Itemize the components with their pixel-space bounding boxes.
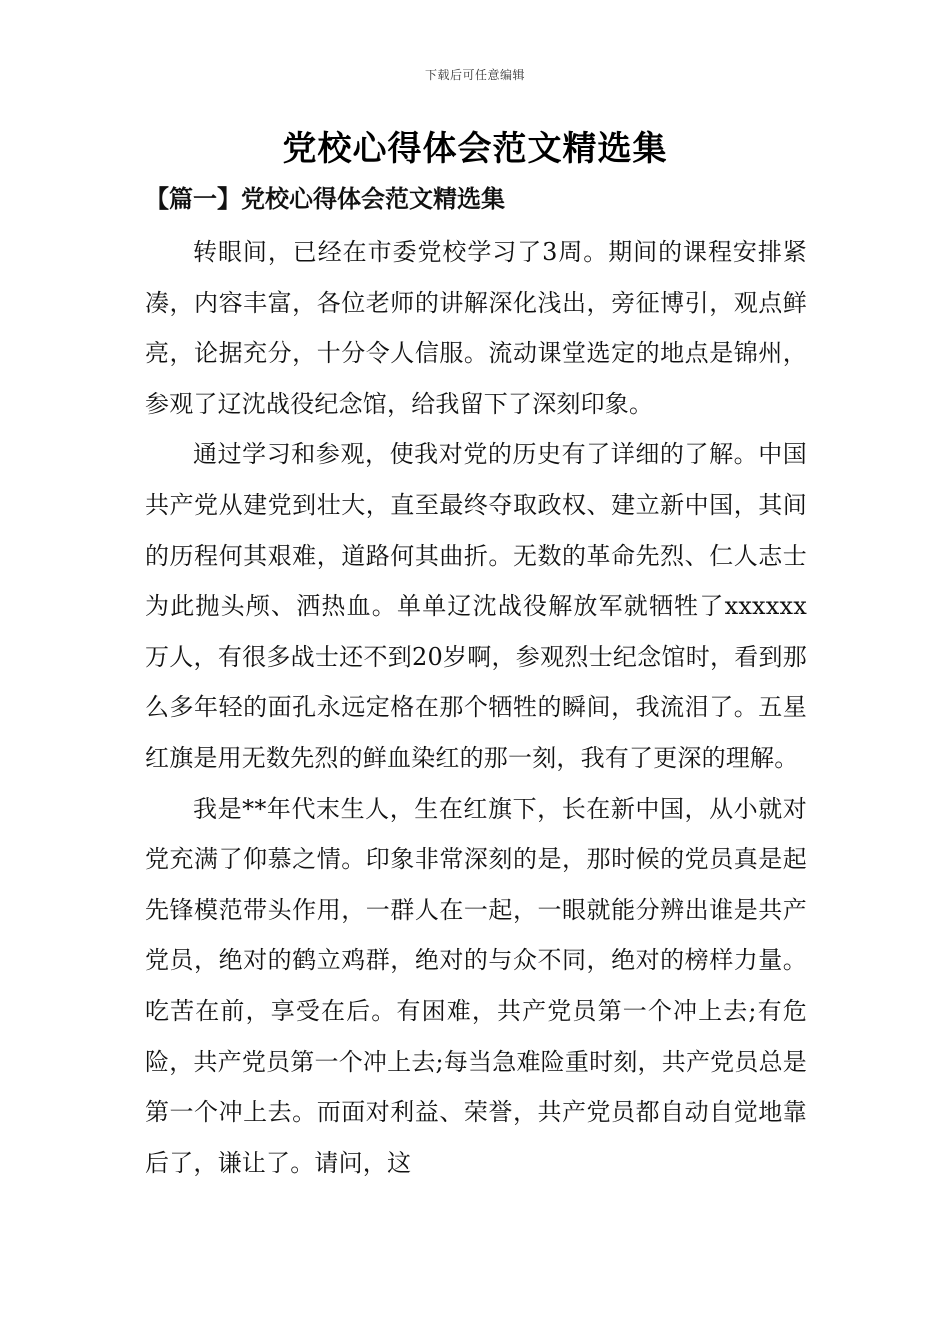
- document-title: 党校心得体会范文精选集: [282, 129, 668, 169]
- document-body: [145, 227, 807, 1188]
- paragraph: 通过学习和参观，使我对党的历史有了详细的了解。中国共产党从建党到壮大，直至最终夺取政权、建立新中国，其间的历程何其艰难，道路何其曲折。无数的革命先烈、仁人志士为此抛头颅、洒热血。单单辽沈战役解放军就牺牲了xxxxxx万人，有很多战士还不到20岁啊，参观烈士纪念馆时，看到那么多年轻的面孔永远定格在那个牺牲的瞬间，我流泪了。五星红旗是用无数先烈的鲜血染红的那一刻，我有了更深的理解。: [145, 440, 807, 772]
- header-note: 下载后可任意编辑: [424, 68, 525, 82]
- paragraph: 我是**年代末生人，生在红旗下，长在新中国，从小就对党充满了仰慕之情。印象非常深刻的是，那时候的党员真是起先锋模范带头作用，一群人在一起，一眼就能分辨出谁是共产党员，绝对的鹤立鸡群，绝对的与众不同，绝对的榜样力量。吃苦在前，享受在后。有困难，共产党员第一个冲上去;有危险，共产党员第一个冲上去;每当急难险重时刻，共产党员总是第一个冲上去。而面对利益、荣誉，共产党员都自动自觉地靠后了，谦让了。请问，这: [145, 794, 807, 1177]
- section-heading: 【篇一】党校心得体会范文精选集: [145, 184, 505, 213]
- paragraph: 转眼间，已经在市委党校学习了3周。期间的课程安排紧凑，内容丰富，各位老师的讲解深化浅出，旁征博引，观点鲜亮，论据充分，十分令人信服。流动课堂选定的地点是锦州，参观了辽沈战役纪念馆，给我留下了深刻印象。: [145, 238, 807, 418]
